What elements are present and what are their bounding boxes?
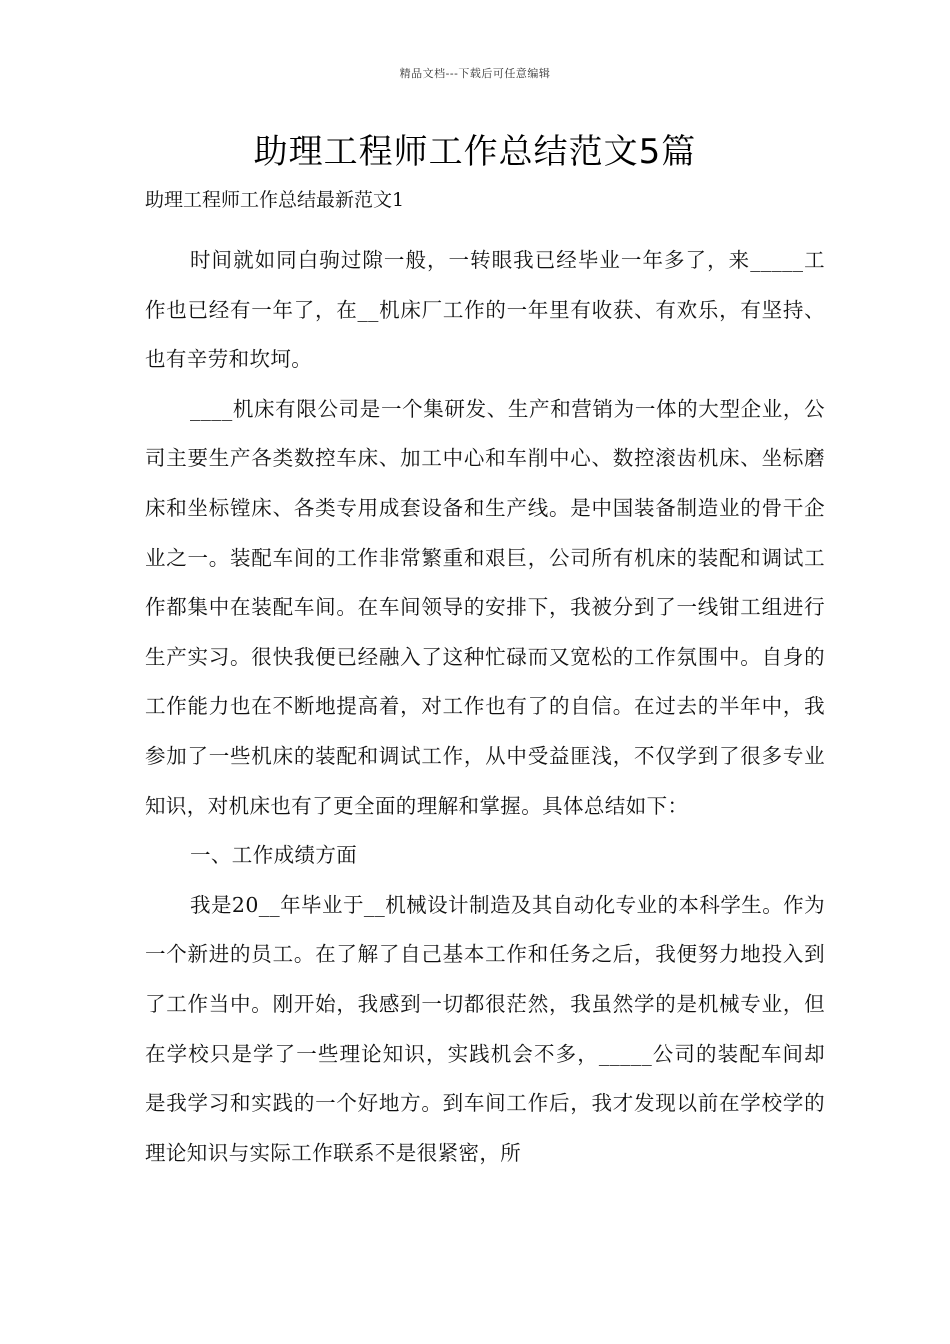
document-title: 助理工程师工作总结范文5篇 (253, 132, 697, 172)
paragraph: 我是20__年毕业于__机械设计制造及其自动化专业的本科学生。作为一个新进的员工。在了解了自己基本工作和任务之后，我便努力地投入到了工作当中。刚开始，我感到一切都很茫然，我虽然学的是机械专业，但在学校只是学了一些理论知识，实践机会不多，_____公司的装配车间却是我学习和实践的一个好地方。到车间工作后，我才发现以前在学校学的理论知识与实际工作联系不是很紧密，所 (145, 892, 825, 1165)
section-heading: 一、工作成绩方面 (190, 843, 358, 868)
document-body (145, 236, 825, 1178)
paragraph: ____机床有限公司是一个集研发、生产和营销为一体的大型企业，公司主要生产各类数控车床、加工中心和车削中心、数控滚齿机床、坐标磨床和坐标镗床、各类专用成套设备和生产线。是中国装备制造业的骨干企业之一。装配车间的工作非常繁重和艰巨，公司所有机床的装配和调试工作都集中在装配车间。在车间领导的安排下，我被分到了一线钳工组进行生产实习。很快我便已经融入了这种忙碌而又宽松的工作氛围中。自身的工作能力也在不断地提高着，对工作也有了的自信。在过去的半年中，我参加了一些机床的装配和调试工作，从中受益匪浅，不仅学到了很多专业知识，对机床也有了更全面的理解和掌握。具体总结如下： (145, 396, 825, 818)
header-note: 精品文档---下载后可任意编辑 (399, 67, 551, 80)
document-subtitle: 助理工程师工作总结最新范文1 (145, 189, 405, 211)
paragraph: 时间就如同白驹过隙一般，一转眼我已经毕业一年多了，来_____工作也已经有一年了，在__机床厂工作的一年里有收获、有欢乐，有坚持、也有辛劳和坎坷。 (145, 248, 825, 372)
